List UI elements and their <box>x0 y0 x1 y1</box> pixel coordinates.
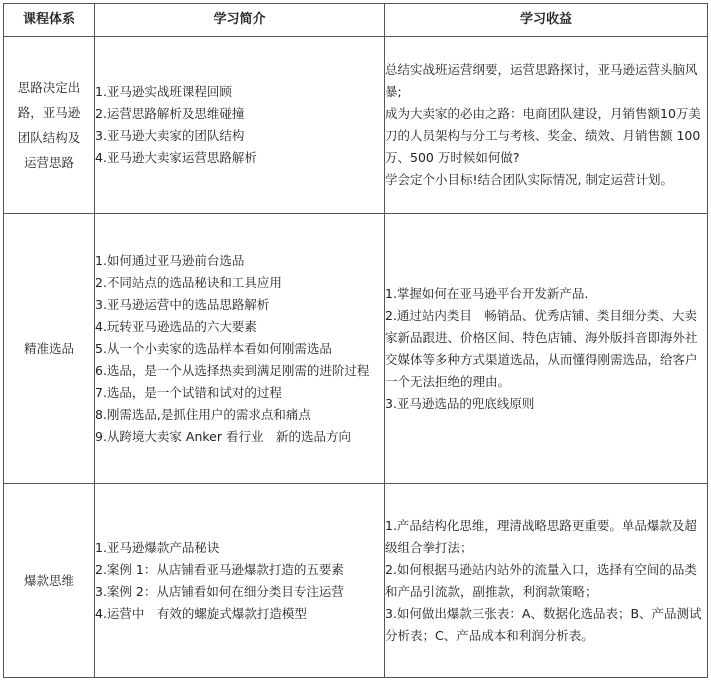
gain-item: 2.通过站内类目 畅销品、优秀店铺、类目细分类、大卖家新品跟进、价格区间、特色店铺、海外版抖音即海外社交媒体等多种方式渠道选品，从而懂得刚需选品，给客户一个无法拒绝的理由。 <box>385 307 698 389</box>
intro-item: 3.案例 2：从店铺看如何在细分类目专注运营 <box>95 583 344 599</box>
intro-item: 4.运营中 有效的螺旋式爆款打造模型 <box>95 605 307 621</box>
category-cell <box>4 214 95 484</box>
intro-item: 8.刚需选品,是抓住用户的需求点和痛点 <box>95 406 311 422</box>
intro-item: 4.亚马逊大卖家运营思路解析 <box>95 150 257 165</box>
category-text: 思路决定出路，亚马逊团队结构及运营思路 <box>17 80 81 170</box>
intro-item: 2.案例 1：从店铺看亚马逊爆款打造的五要素 <box>95 561 344 577</box>
gain-item: 学会定个小目标!结合团队实际情况, 制定运营计划。 <box>385 172 673 187</box>
intro-cell <box>95 214 385 484</box>
gain-item: 成为大卖家的必由之路：电商团队建设，月销售额10万美刀的人员架构与分工与考核、奖金、绩效、月销售额 100 万、500 万时候如何做? <box>385 106 701 165</box>
intro-item: 1.亚马逊爆款产品秘诀 <box>95 539 220 555</box>
category-cell <box>4 37 95 214</box>
course-table <box>3 3 708 678</box>
intro-item: 1.如何通过亚马逊前台选品 <box>95 252 245 268</box>
gain-item: 2.如何根据马逊站内站外的流量入口，选择有空间的品类和产品引流款，副推款，利润款策略； <box>385 561 697 599</box>
gains-list <box>385 515 707 647</box>
intro-list <box>95 250 384 448</box>
intro-item: 6.选品，是一个从选择热卖到满足刚需的进阶过程 <box>95 362 370 378</box>
intro-item: 3.亚马逊运营中的选品思路解析 <box>95 296 270 312</box>
gains-list <box>385 59 707 191</box>
table-row <box>4 484 708 678</box>
intro-item: 2.不同站点的选品秘诀和工具应用 <box>95 274 282 290</box>
intro-cell <box>95 484 385 678</box>
intro-list <box>95 81 384 169</box>
intro-item: 9.从跨境大卖家 Anker 看行业 新的选品方向 <box>95 428 351 444</box>
gains-cell <box>385 484 708 678</box>
header-gains: 学习收益 <box>385 4 708 37</box>
table-row <box>4 214 708 484</box>
table-row <box>4 37 708 214</box>
category-cell <box>4 484 95 678</box>
intro-item: 5.从一个小卖家的选品样本看如何刚需选品 <box>95 340 332 356</box>
intro-item: 3.亚马逊大卖家的团队结构 <box>95 128 245 143</box>
gains-cell <box>385 37 708 214</box>
intro-item: 4.玩转亚马逊选品的六大要素 <box>95 318 257 334</box>
header-course-system: 课程体系 <box>4 4 95 37</box>
gain-item: 3.亚马逊选品的兜底线原则 <box>385 395 535 411</box>
intro-item: 1.亚马逊实战班课程回顾 <box>95 84 232 99</box>
header-row <box>4 4 708 37</box>
gains-list <box>385 283 707 415</box>
intro-cell <box>95 37 385 214</box>
gain-item: 总结实战班运营纲要，运营思路探讨，亚马逊运营头脑风暴; <box>385 62 698 99</box>
category-text: 爆款思维 <box>23 573 74 588</box>
intro-item: 2.运营思路解析及思维碰撞 <box>95 106 245 121</box>
gain-item: 1.产品结构化思维，理清战略思路更重要。单品爆款及超级组合拳打法； <box>385 517 697 555</box>
gain-item: 3.如何做出爆款三张表：A、数据化选品表；B、产品测试分析表；C、产品成本和利润分析表。 <box>385 605 702 643</box>
intro-list <box>95 537 384 625</box>
gains-cell <box>385 214 708 484</box>
category-text: 精准选品 <box>23 341 74 356</box>
intro-item: 7.选品，是一个试错和试对的过程 <box>95 384 282 400</box>
header-intro: 学习简介 <box>95 4 385 37</box>
gain-item: 1.掌握如何在亚马逊平台开发新产品. <box>385 285 589 301</box>
